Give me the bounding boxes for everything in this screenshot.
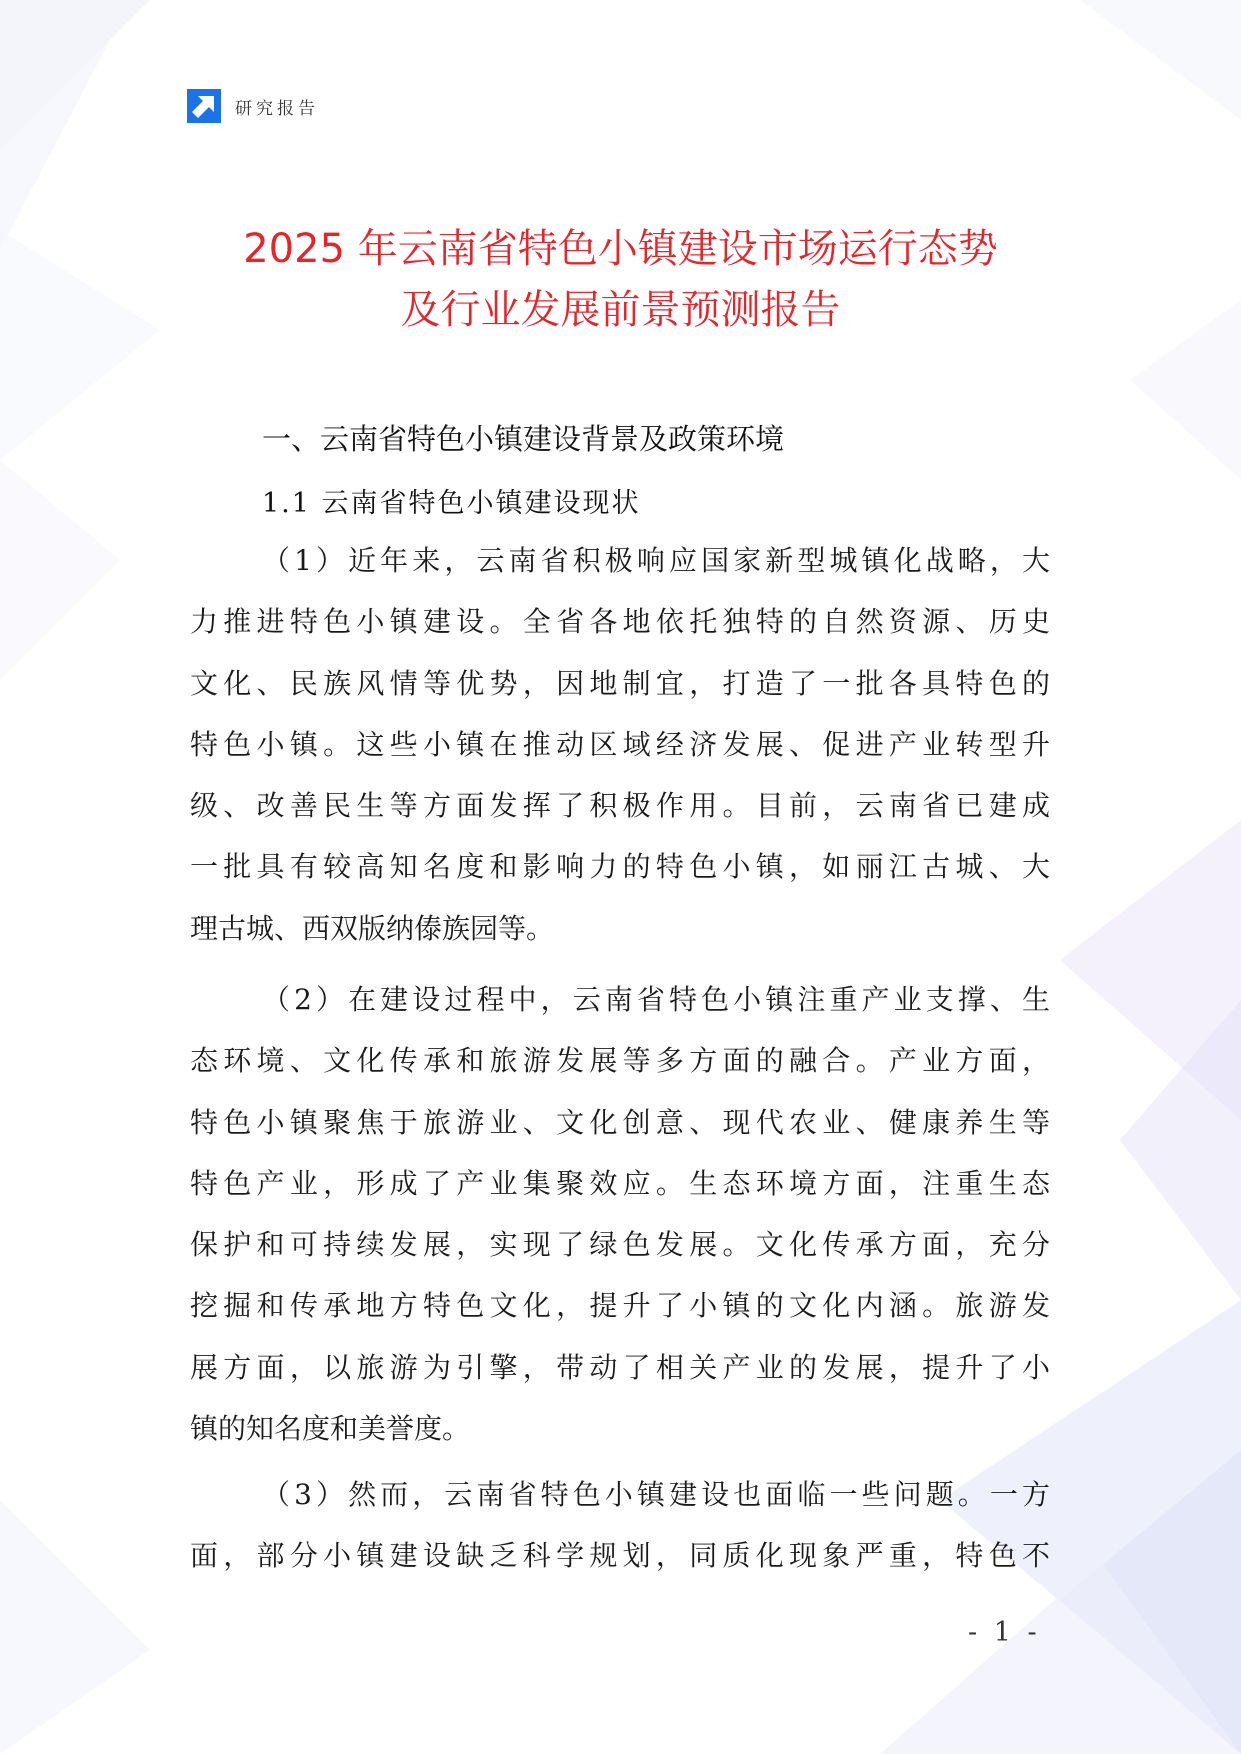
paragraph-line: 级、改善民生等方面发挥了积极作用。目前，云南省已建成: [190, 789, 1050, 823]
paragraph-line: 一批具有较高知名度和影响力的特色小镇，如丽江古城、大: [190, 850, 1050, 884]
paragraph-line: 理古城、西双版纳傣族园等。: [190, 911, 555, 945]
paragraph-line: （3）然而，云南省特色小镇建设也面临一些问题。一方: [262, 1478, 1050, 1511]
paragraph-1: [190, 530, 1050, 959]
paragraph-3: [190, 1464, 1050, 1587]
paragraph-line: 展方面，以旅游为引擎，带动了相关产业的发展，提升了小: [190, 1350, 1050, 1384]
brand-header: [187, 89, 319, 123]
paragraph-line: 镇的知名度和美誉度。: [190, 1412, 471, 1446]
report-title: [150, 219, 1091, 341]
paragraph-line: 挖掘和传承地方特色文化，提升了小镇的文化内涵。旅游发: [190, 1289, 1050, 1323]
paragraph-line: 面，部分小镇建设缺乏科学规划，同质化现象严重，特色不: [190, 1539, 1050, 1573]
paragraph-2: [190, 969, 1050, 1459]
paragraph-line: 文化、民族风情等优势，因地制宜，打造了一批各具特色的: [190, 666, 1050, 700]
paragraph-line: 态环境、文化传承和旅游发展等多方面的融合。产业方面，: [190, 1044, 1050, 1078]
report-title-line-2: 及行业发展前景预测报告: [400, 287, 841, 333]
brand-label: 研究报告: [235, 98, 319, 119]
report-title-line-1: 2025 年云南省特色小镇建设市场运行态势: [243, 226, 998, 272]
paragraph-line: （2）在建设过程中，云南省特色小镇注重产业支撑、生: [262, 983, 1050, 1016]
paragraph-line: 保护和可持续发展，实现了绿色发展。文化传承方面，充分: [190, 1228, 1050, 1262]
paragraph-line: 力推进特色小镇建设。全省各地依托独特的自然资源、历史: [190, 605, 1050, 639]
section-heading: 一、云南省特色小镇建设背景及政策环境: [262, 422, 785, 456]
paragraph-line: 特色小镇。这些小镇在推动区域经济发展、促进产业转型升: [190, 727, 1050, 761]
paragraph-line: （1）近年来，云南省积极响应国家新型城镇化战略，大: [262, 544, 1050, 577]
subsection-heading: 1.1 云南省特色小镇建设现状: [262, 488, 641, 519]
paragraph-line: 特色产业，形成了产业集聚效应。生态环境方面，注重生态: [190, 1166, 1050, 1200]
arrow-logo-icon: [187, 89, 221, 123]
paragraph-line: 特色小镇聚焦于旅游业、文化创意、现代农业、健康养生等: [190, 1105, 1050, 1139]
page-number: - 1 -: [968, 1617, 1041, 1648]
